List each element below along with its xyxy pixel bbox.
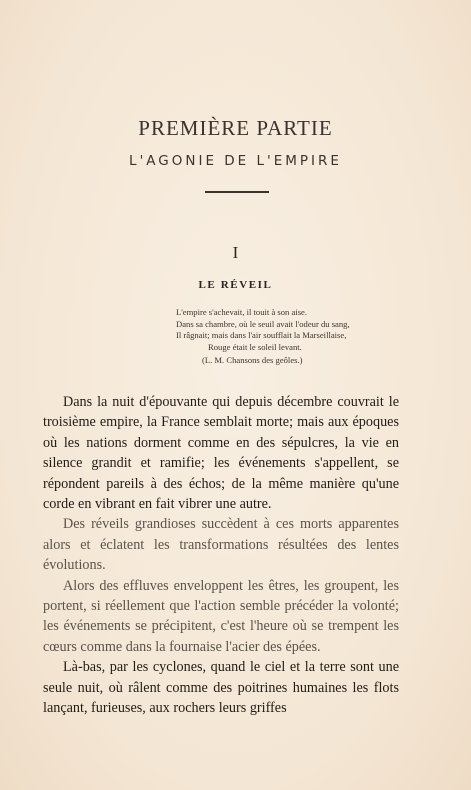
paragraph: Dans la nuit d'épouvante qui depuis décembre couvrait le troisième empire, la France semblait morte; mais aux époques où les nations dorment comme en des sépulcres, la vie en silence grandit et ramifie; les événements s'appellent, se répondent pareils à des échos; de la même manière qu'une corde en vibrant en fait vibrer une autre. xyxy=(43,394,399,513)
chapter-number: I xyxy=(232,243,239,262)
body-text xyxy=(43,392,399,719)
epigraph xyxy=(176,307,400,367)
part-subtitle: L'AGONIE DE L'EMPIRE xyxy=(129,153,342,169)
paragraph: Alors des effluves enveloppent les êtres, les groupent, les portent, si réellement que l'action semble précéder la volonté; les événements se précipitent, c'est l'heure où se trempent les cœurs comme dans la fournaise l'acier des épées. xyxy=(43,577,399,655)
epigraph-line: Rouge était le soleil levant. xyxy=(208,341,302,352)
paragraph: Là-bas, par les cyclones, quand le ciel et la terre sont une seule nuit, où râlent comme des poitrines humaines les flots lançant, furieuses, aux rochers leurs griffes xyxy=(43,659,399,717)
epigraph-line: L'empire s'achevait, il touit à son aise. xyxy=(176,307,308,317)
epigraph-line: Dans sa chambre, où le seuil avait l'odeur du sang, xyxy=(176,318,350,329)
paragraph: Des réveils grandioses succèdent à ces morts apparentes alors et éclatent les transformations résultées des lentes évolutions. xyxy=(43,516,399,574)
epigraph-line: Il râgnait; mais dans l'air soufflait la Marseillaise, xyxy=(176,330,347,341)
chapter-title: LE RÉVEIL xyxy=(198,279,273,291)
part-title: PREMIÈRE PARTIE xyxy=(138,116,333,140)
epigraph-attribution: (L. M. Chansons des geôles.) xyxy=(202,355,303,366)
section-divider xyxy=(205,191,269,193)
